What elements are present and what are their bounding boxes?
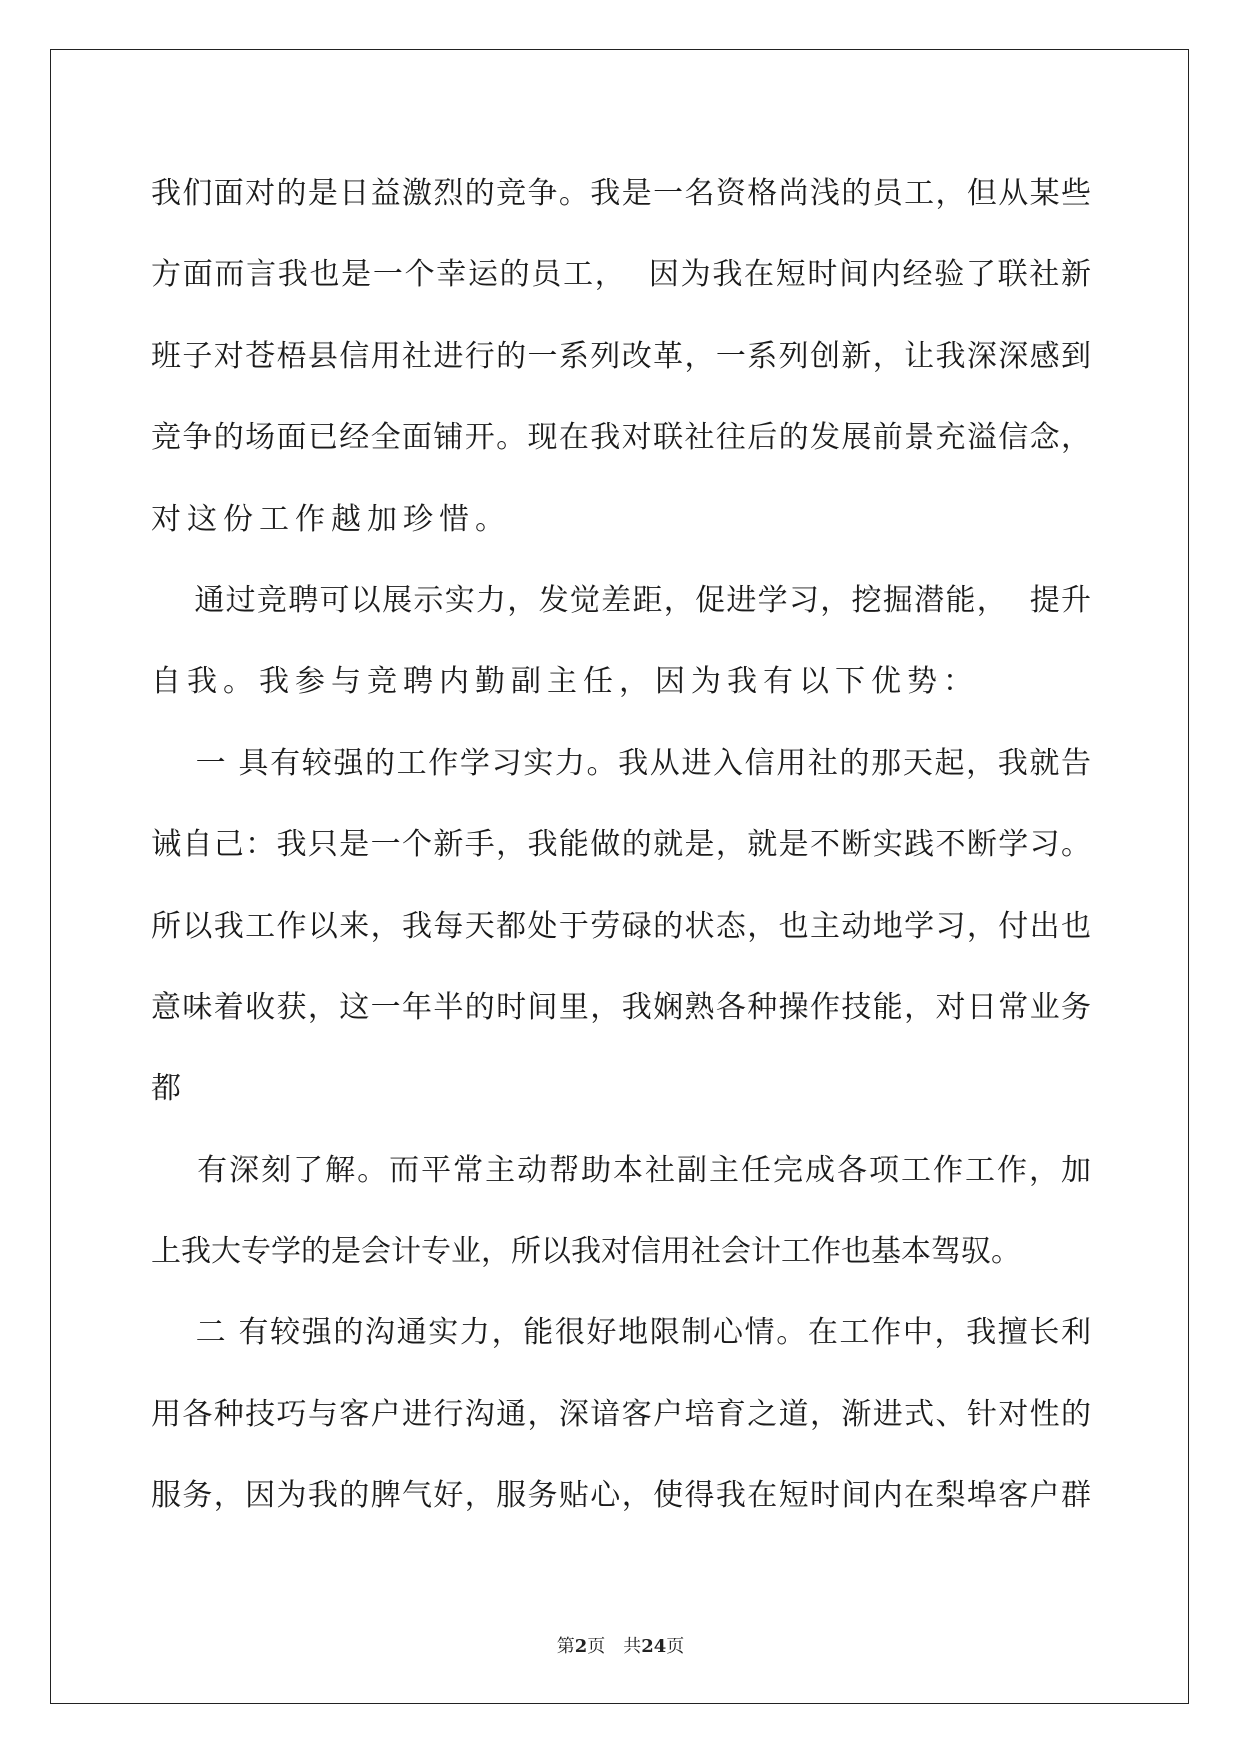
footer-page-suffix: 页	[587, 1636, 606, 1657]
text-line: 都	[151, 1071, 187, 1107]
text-line: 通过竞聘可以展示实力，发觉差距，促进学习，挖掘潜能， 提升	[151, 582, 1091, 618]
text-line: 竞争的场面已经全面铺开。现在我对联社往后的发展前景充溢信念，	[151, 420, 1091, 456]
footer-total-prefix: 共	[623, 1636, 642, 1657]
page-footer	[0, 1632, 1241, 1658]
text-line: 方面而言我也是一个幸运的员工， 因为我在短时间内经验了联社新	[151, 257, 1091, 293]
text-line: 一 具有较强的工作学习实力。我从进入信用社的那天起，我就告	[151, 745, 1091, 781]
text-line: 对这份工作越加珍惜。	[151, 501, 511, 537]
text-line: 用各种技巧与客户进行沟通，深谙客户培育之道，渐进式、针对性的	[151, 1396, 1091, 1432]
text-line: 自我。我参与竞聘内勤副主任，因为我有以下优势：	[151, 664, 979, 700]
document-body	[151, 165, 1091, 1549]
text-line: 服务，因为我的脾气好，服务贴心，使得我在短时间内在梨埠客户群	[151, 1478, 1091, 1514]
text-line: 班子对苍梧县信用社进行的一系列改革，一系列创新，让我深深感到	[151, 338, 1091, 374]
text-line: 上我大专学的是会计专业，所以我对信用社会计工作也基本驾驭。	[151, 1234, 1021, 1270]
text-line: 所以我工作以来，我每天都处于劳碌的状态，也主动地学习，付出也	[151, 908, 1091, 944]
footer-total-suffix: 页	[666, 1636, 685, 1657]
footer-page-number: 2	[574, 1636, 588, 1657]
footer-page-prefix: 第	[556, 1636, 575, 1657]
text-line: 诫自己：我只是一个新手，我能做的就是，就是不断实践不断学习。	[151, 827, 1091, 863]
footer-total-pages: 24	[641, 1636, 667, 1657]
text-line: 意味着收获，这一年半的时间里，我娴熟各种操作技能，对日常业务	[151, 989, 1091, 1025]
text-line: 我们面对的是日益激烈的竞争。我是一名资格尚浅的员工，但从某些	[151, 176, 1091, 211]
text-line: 有深刻了解。而平常主动帮助本社副主任完成各项工作工作，加	[151, 1152, 1091, 1188]
text-line: 二 有较强的沟通实力，能很好地限制心情。在工作中，我擅长利	[151, 1315, 1091, 1351]
